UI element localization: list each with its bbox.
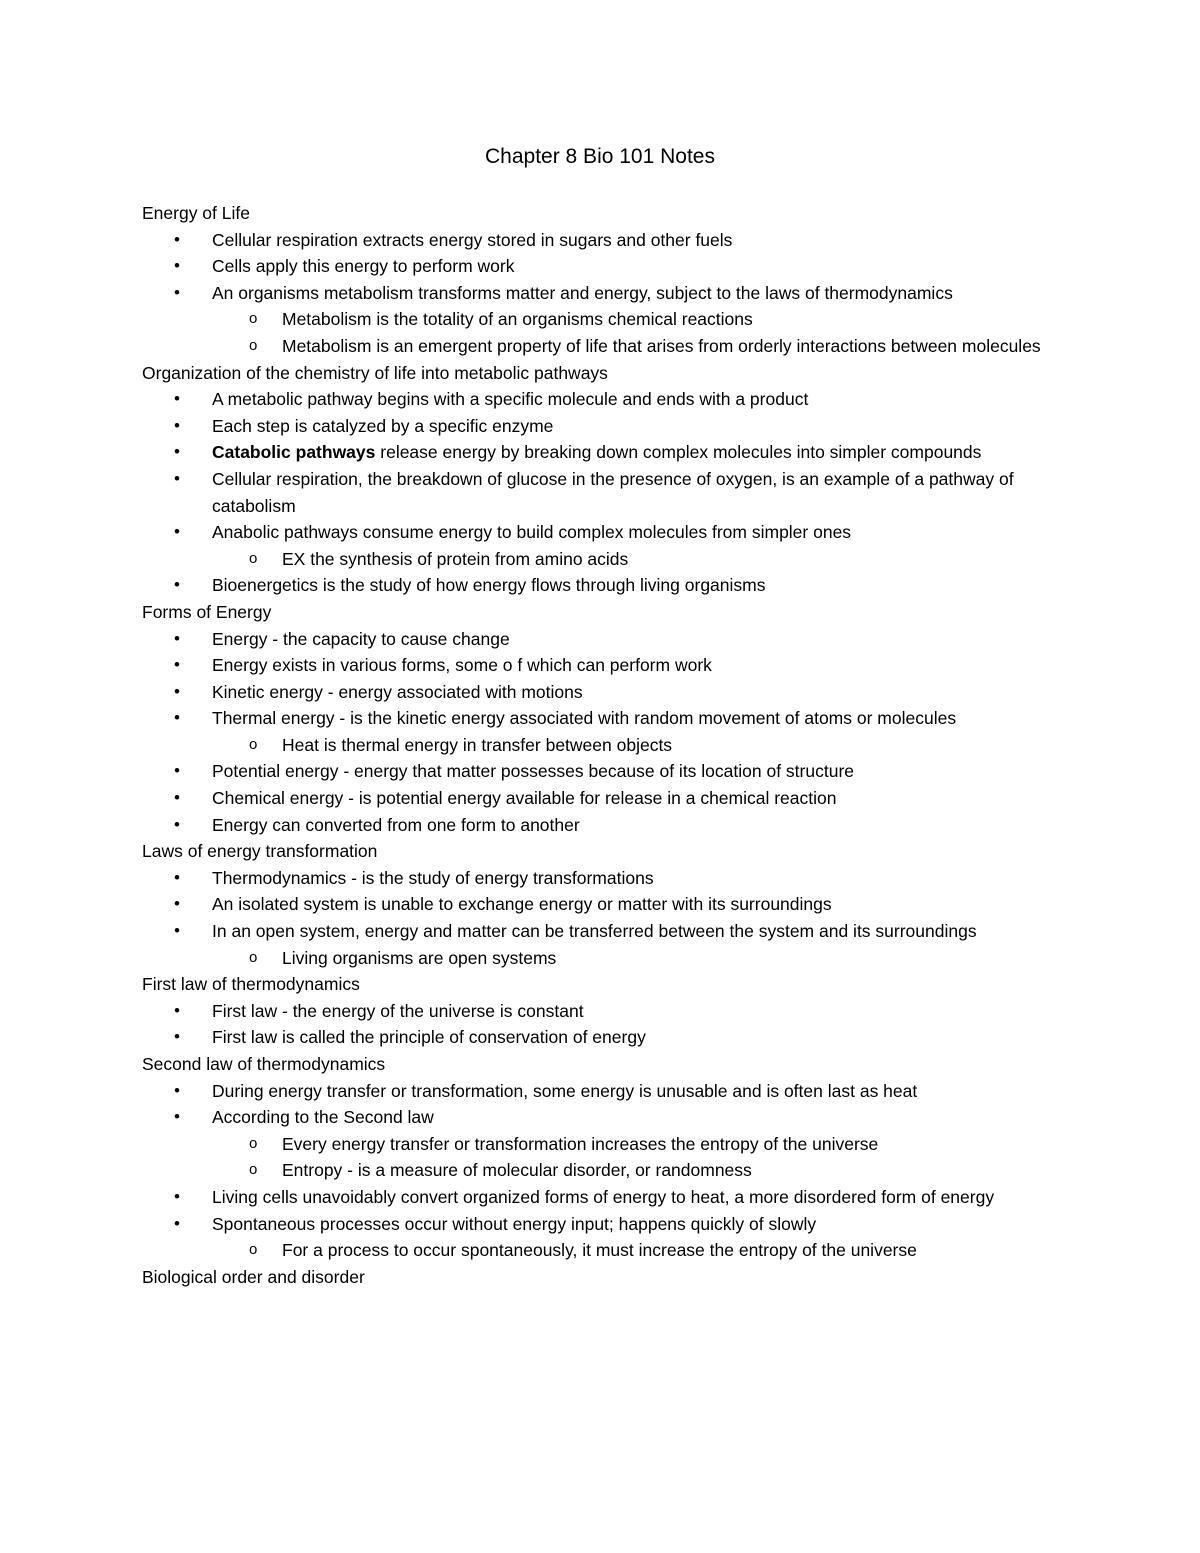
bullet-list [142, 998, 1072, 1051]
bullet-list [142, 227, 1072, 360]
bullet-item [174, 918, 1072, 971]
sub-bullet-item [249, 1237, 1072, 1264]
sub-bullet-item [249, 546, 1072, 573]
notes-section [142, 838, 1072, 971]
sub-bullet-text: Metabolism is the totality of an organisms chemical reactions [282, 309, 753, 330]
sub-bullet-text: Metabolism is an emergent property of life that arises from orderly interactions between molecules [282, 335, 1041, 356]
circle-bullet-icon: o [249, 336, 258, 354]
bullet-icon: • [174, 415, 180, 435]
sub-bullet-item [249, 306, 1072, 333]
circle-bullet-icon: o [249, 735, 258, 753]
sub-bullet-list [212, 1237, 1072, 1264]
bullet-item [174, 1024, 1072, 1051]
bullet-icon: • [174, 442, 180, 462]
bullet-text: An organisms metabolism transforms matter and energy, subject to the laws of thermodynamics [212, 282, 953, 303]
bullet-text: Energy can converted from one form to another [212, 814, 580, 835]
bullet-item [174, 466, 1072, 519]
section-heading: Second law of thermodynamics [142, 1054, 386, 1074]
bullet-text: Thermal energy - is the kinetic energy associated with random movement of atoms or molecules [212, 708, 957, 729]
bullet-text: First law is called the principle of conservation of energy [212, 1027, 646, 1048]
sub-bullet-text: EX the synthesis of protein from amino acids [282, 548, 629, 569]
circle-bullet-icon: o [249, 310, 258, 328]
bullet-text: Spontaneous processes occur without energy input; happens quickly of slowly [212, 1213, 817, 1234]
bullet-icon: • [174, 814, 180, 834]
bullet-text: Each step is catalyzed by a specific enzyme [212, 415, 554, 436]
bullet-text: Anabolic pathways consume energy to build complex molecules from simpler ones [212, 522, 852, 543]
bullet-item [174, 758, 1072, 785]
bullet-item [174, 1078, 1072, 1105]
bullet-icon: • [174, 256, 180, 276]
bullet-item [174, 652, 1072, 679]
bullet-icon: • [174, 708, 180, 728]
bullet-item [174, 572, 1072, 599]
bullet-text: release energy by breaking down complex molecules into simpler compounds [375, 442, 982, 463]
bullet-item [174, 998, 1072, 1025]
bullet-icon: • [174, 761, 180, 781]
sub-bullet-text: For a process to occur spontaneously, it must increase the entropy of the universe [282, 1240, 917, 1261]
bullet-list [142, 626, 1072, 839]
bullet-text: An isolated system is unable to exchange energy or matter with its surroundings [212, 894, 832, 915]
circle-bullet-icon: o [249, 1134, 258, 1152]
notes-section [142, 1264, 1072, 1291]
bullet-icon: • [174, 1213, 180, 1233]
bullet-text: Living cells unavoidably convert organized forms of energy to heat, a more disordered form of energy [212, 1186, 995, 1207]
bullet-icon: • [174, 628, 180, 648]
sub-bullet-item [249, 1131, 1072, 1158]
bullet-icon: • [174, 1186, 180, 1206]
bullet-text: In an open system, energy and matter can be transferred between the system and its surroundings [212, 921, 977, 942]
bullet-icon: • [174, 522, 180, 542]
sub-bullet-list [212, 1131, 1072, 1184]
sub-bullet-item [249, 1157, 1072, 1184]
bullet-item [174, 280, 1072, 360]
bullet-text: Chemical energy - is potential energy available for release in a chemical reaction [212, 788, 837, 809]
bullet-text: Cellular respiration, the breakdown of glucose in the presence of oxygen, is an example of a pathway of catabolism [212, 468, 1014, 516]
bullet-item [174, 626, 1072, 653]
page-title: Chapter 8 Bio 101 Notes [485, 145, 715, 168]
bullet-icon: • [174, 468, 180, 488]
section-heading: Organization of the chemistry of life into metabolic pathways [142, 362, 608, 383]
bullet-icon: • [174, 1027, 180, 1047]
sub-bullet-list [212, 306, 1072, 359]
bullet-text: A metabolic pathway begins with a specific molecule and ends with a product [212, 389, 809, 410]
bullet-item [174, 413, 1072, 440]
bullet-item [174, 679, 1072, 706]
bullet-item [174, 439, 1072, 466]
bullet-text: Energy - the capacity to cause change [212, 628, 510, 649]
bullet-item [174, 1104, 1072, 1184]
notes-section [142, 200, 1072, 360]
section-heading: Energy of Life [142, 203, 250, 223]
bullet-icon: • [174, 655, 180, 675]
sub-bullet-list [212, 945, 1072, 972]
section-heading: Biological order and disorder [142, 1266, 365, 1287]
sub-bullet-text: Heat is thermal energy in transfer between objects [282, 734, 673, 755]
sub-bullet-list [212, 546, 1072, 573]
bullet-text: First law - the energy of the universe is constant [212, 1000, 584, 1021]
bullet-item [174, 1184, 1072, 1211]
bullet-icon: • [174, 282, 180, 302]
bullet-icon: • [174, 921, 180, 941]
notes-section [142, 1051, 1072, 1264]
bullet-icon: • [174, 1000, 180, 1020]
circle-bullet-icon: o [249, 1161, 258, 1179]
bullet-item [174, 705, 1072, 758]
circle-bullet-icon: o [249, 948, 258, 966]
section-heading: Forms of Energy [142, 601, 272, 622]
bullet-item [174, 386, 1072, 413]
bullet-icon: • [174, 389, 180, 409]
notes-section [142, 971, 1072, 1051]
section-heading: First law of thermodynamics [142, 974, 360, 995]
bullet-icon: • [174, 1107, 180, 1127]
bullet-icon: • [174, 1080, 180, 1100]
bullet-text: Cells apply this energy to perform work [212, 256, 515, 277]
bullet-list [142, 865, 1072, 971]
bullet-text: Cellular respiration extracts energy stored in sugars and other fuels [212, 229, 733, 250]
notes-section [142, 360, 1072, 599]
bullet-item [174, 1211, 1072, 1264]
bullet-item [174, 812, 1072, 839]
notes-section [142, 599, 1072, 838]
bullet-text: Thermodynamics - is the study of energy transformations [212, 867, 654, 888]
circle-bullet-icon: o [249, 549, 258, 567]
sub-bullet-item [249, 945, 1072, 972]
bullet-text: Kinetic energy - energy associated with motions [212, 681, 583, 702]
bullet-text: According to the Second law [212, 1107, 434, 1128]
sub-bullet-item [249, 732, 1072, 759]
bullet-list [142, 386, 1072, 599]
bullet-item [174, 891, 1072, 918]
bullet-item [174, 253, 1072, 280]
bullet-item [174, 865, 1072, 892]
bullet-icon: • [174, 867, 180, 887]
bullet-text: During energy transfer or transformation, some energy is unusable and is often last as heat [212, 1080, 918, 1101]
bullet-icon: • [174, 681, 180, 701]
bullet-text: Energy exists in various forms, some o f which can perform work [212, 655, 712, 676]
sub-bullet-list [212, 732, 1072, 759]
bullet-text: Bioenergetics is the study of how energy flows through living organisms [212, 575, 766, 596]
bullet-icon: • [174, 575, 180, 595]
bullet-item [174, 519, 1072, 572]
bullet-icon: • [174, 788, 180, 808]
circle-bullet-icon: o [249, 1241, 258, 1259]
bullet-item [174, 785, 1072, 812]
bullet-list [142, 1078, 1072, 1264]
notes-body [142, 200, 1072, 1290]
bullet-icon: • [174, 229, 180, 249]
sub-bullet-text: Every energy transfer or transformation increases the entropy of the universe [282, 1133, 879, 1154]
bullet-icon: • [174, 894, 180, 914]
sub-bullet-item [249, 333, 1072, 360]
sub-bullet-text: Living organisms are open systems [282, 947, 557, 968]
sub-bullet-text: Entropy - is a measure of molecular disorder, or randomness [282, 1160, 752, 1181]
bullet-text: Potential energy - energy that matter possesses because of its location of structure [212, 761, 855, 782]
section-heading: Laws of energy transformation [142, 841, 378, 862]
bullet-item [174, 227, 1072, 254]
bold-term: Catabolic pathways [212, 442, 376, 463]
